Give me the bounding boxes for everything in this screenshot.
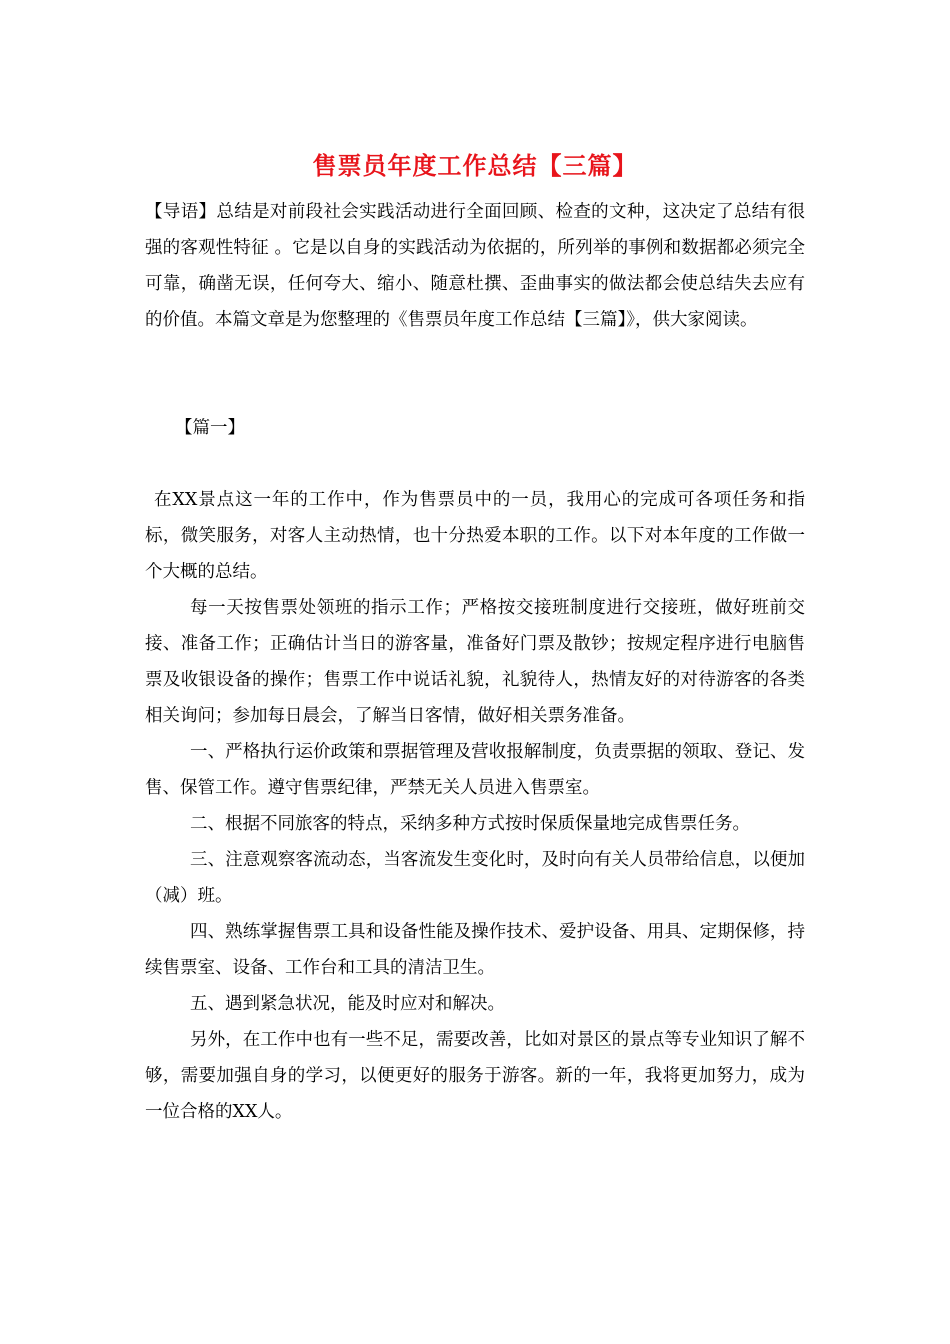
- body-paragraph-1: 在XX景点这一年的工作中，作为售票员中的一员，我用心的完成可各项任务和指标，微笑服务，对客人主动热情，也十分热爱本职的工作。以下对本年度的工作做一个大概的总结。: [145, 490, 805, 582]
- body-paragraph-4: 二、根据不同旅客的特点，采纳多种方式按时保质保量地完成售票任务。: [190, 814, 750, 834]
- body-paragraph-6: 四、熟练掌握售票工具和设备性能及操作技术、爱护设备、用具、定期保修，持续售票室、设备、工作台和工具的清洁卫生。: [145, 922, 805, 978]
- body-paragraph-2: 每一天按售票处领班的指示工作；严格按交接班制度进行交接班，做好班前交接、准备工作；正确估计当日的游客量，准备好门票及散钞；按规定程序进行电脑售票及收银设备的操作；售票工作中说话礼貌，礼貌待人，热情友好的对待游客的各类相关询问；参加每日晨会，了解当日客情，做好相关票务准备。: [145, 598, 805, 726]
- document-page: [145, 0, 805, 1344]
- section-body: [145, 482, 805, 1130]
- document-title: 售票员年度工作总结【三篇】: [312, 151, 638, 180]
- section-heading: 【篇一】: [175, 418, 245, 438]
- body-paragraph-7: 五、遇到紧急状况，能及时应对和解决。: [190, 994, 505, 1014]
- body-paragraph-5: 三、注意观察客流动态，当客流发生变化时，及时向有关人员带给信息，以便加（减）班。: [145, 850, 805, 906]
- body-paragraph-3: 一、严格执行运价政策和票据管理及营收报解制度，负责票据的领取、登记、发售、保管工作。遵守售票纪律，严禁无关人员进入售票室。: [145, 742, 805, 798]
- intro-paragraph: 【导语】总结是对前段社会实践活动进行全面回顾、检查的文种，这决定了总结有很强的客观性特征 。它是以自身的实践活动为依据的，所列举的事例和数据都必须完全可靠，确凿无误，任何夸大、缩小、随意杜撰、歪曲事实的做法都会使总结失去应有的价值。本篇文章是为您整理的《售票员年度工作总结【三篇】》，供大家阅读。: [145, 202, 805, 330]
- body-paragraph-8: 另外，在工作中也有一些不足，需要改善，比如对景区的景点等专业知识了解不够，需要加强自身的学习，以便更好的服务于游客。新的一年，我将更加努力，成为一位合格的XX人。: [145, 1030, 805, 1122]
